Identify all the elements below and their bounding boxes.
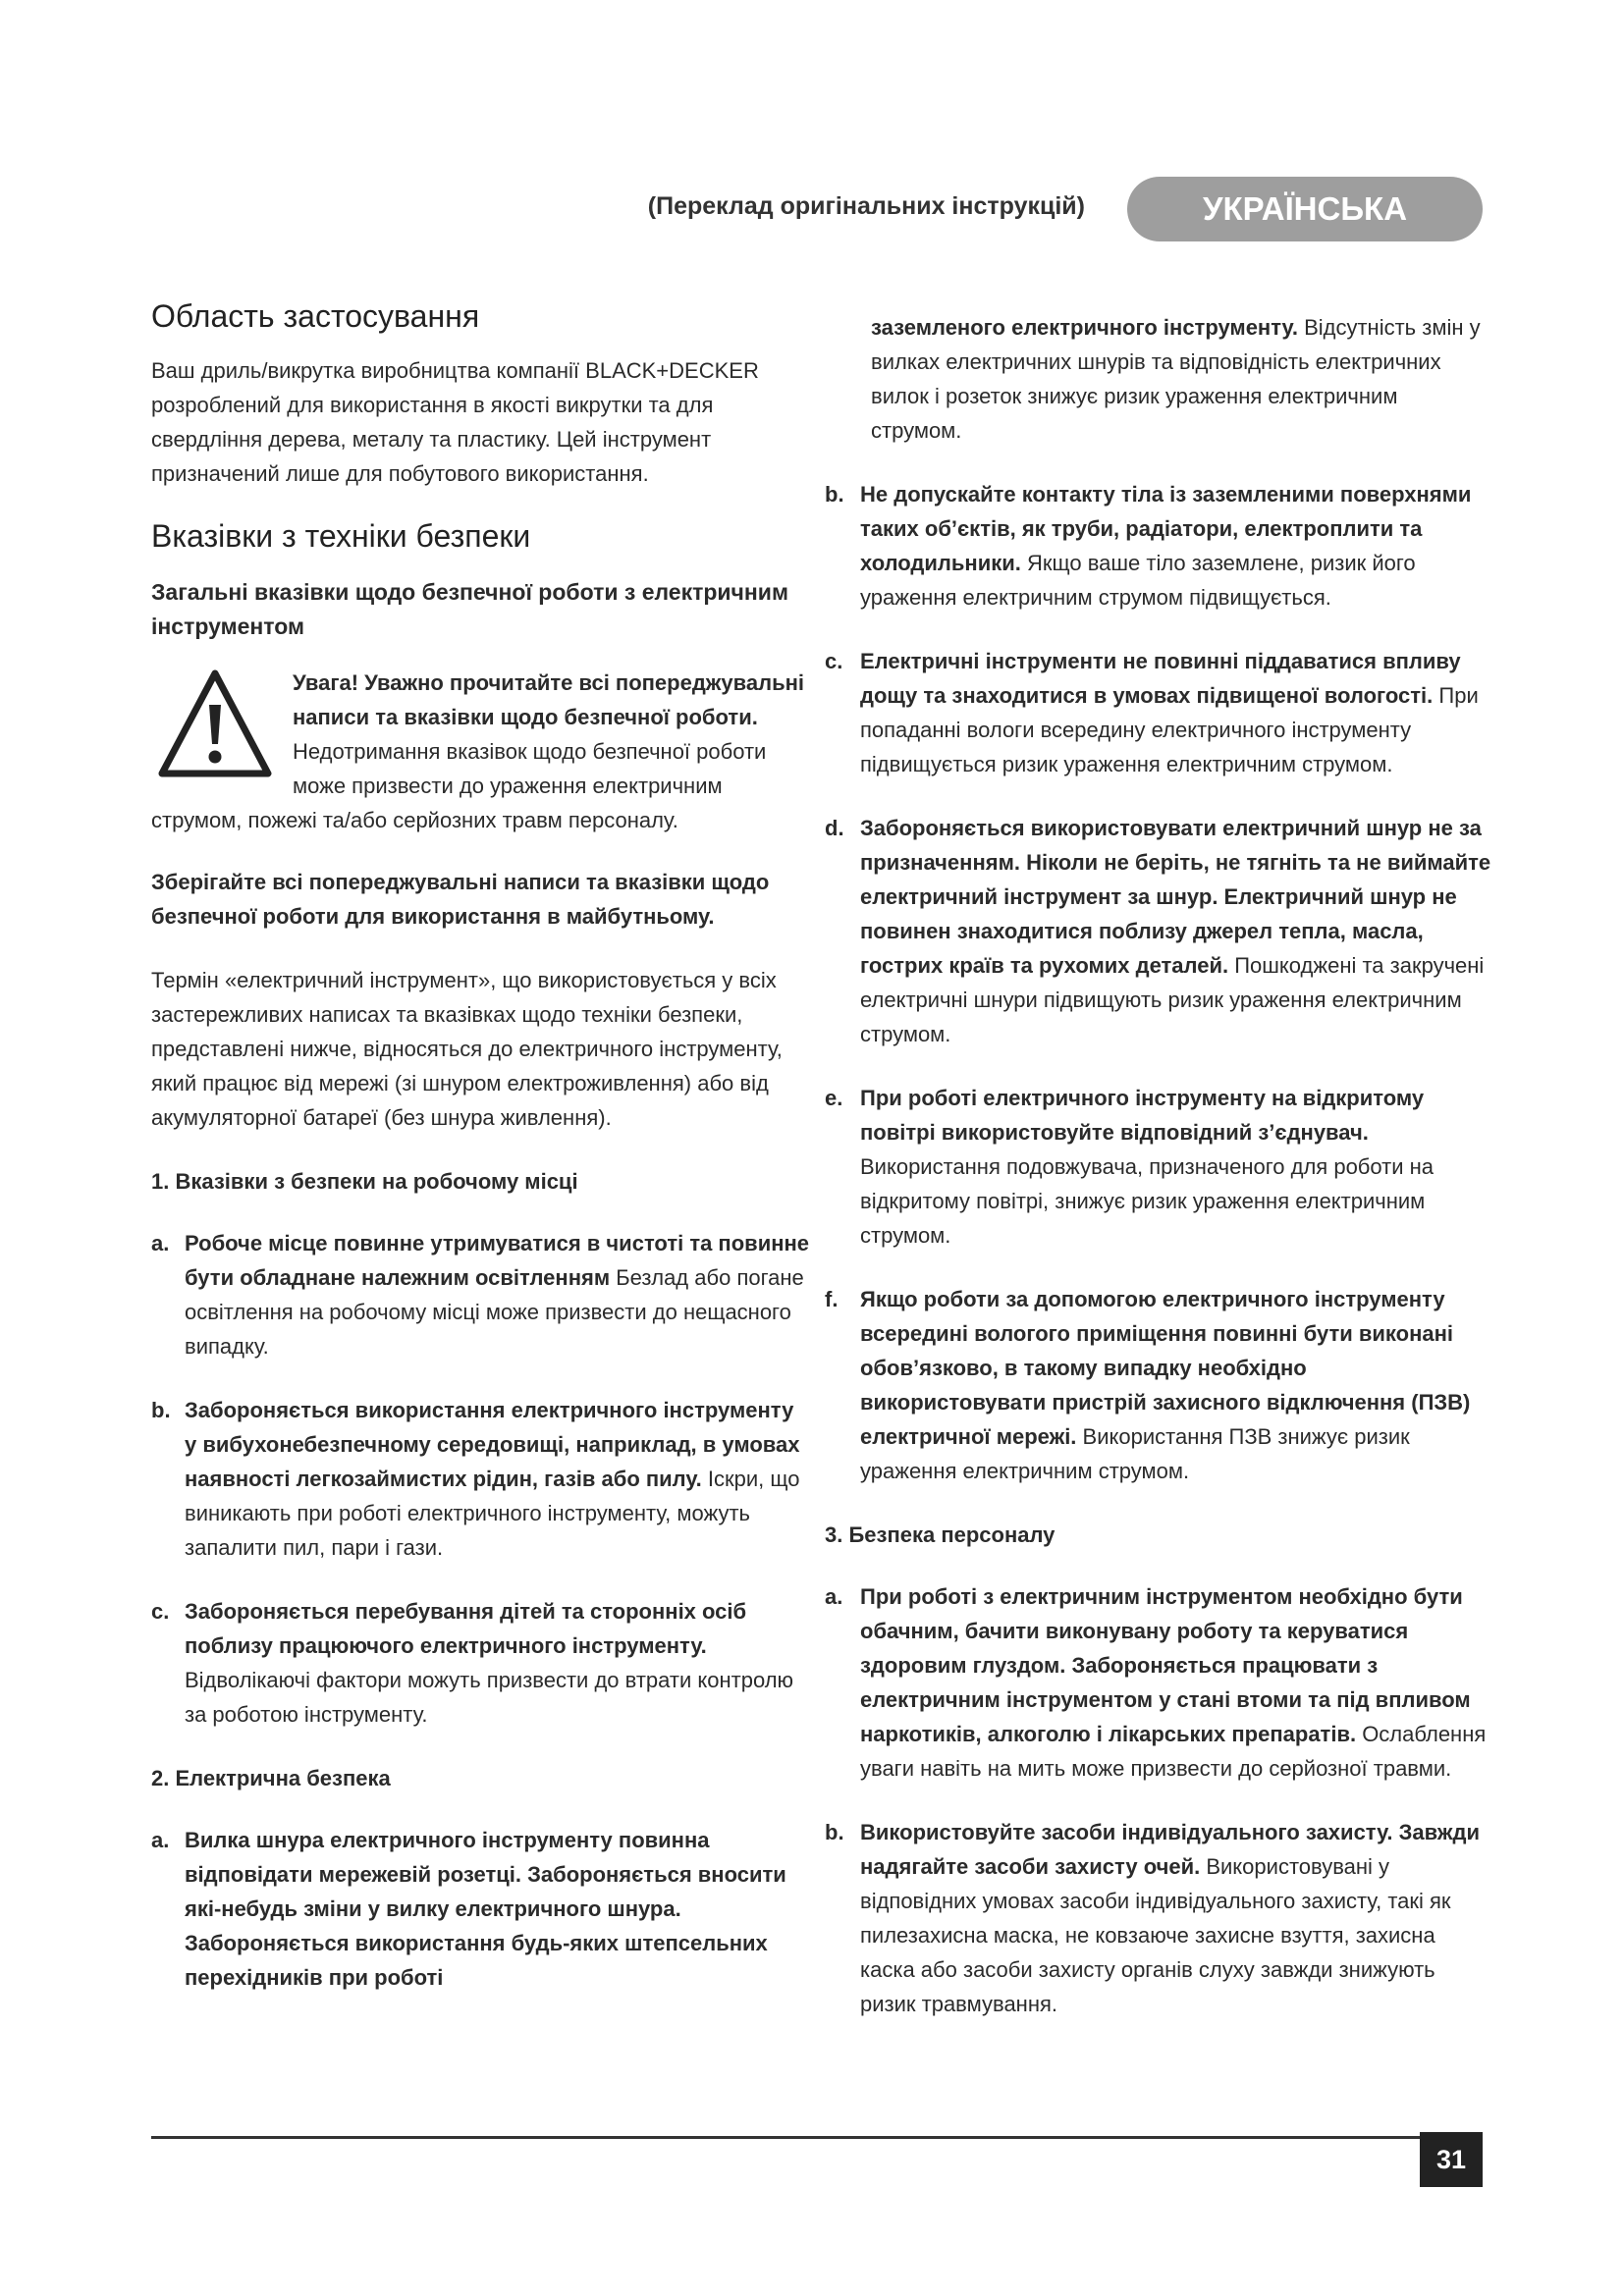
- section-3-heading: 3. Безпека персоналу: [825, 1522, 1056, 1547]
- intended-use-text: Ваш дриль/викрутка виробництва компанії BLACK+DECKER розроблений для використання в якості викрутки та для свердління дерева, металу та пластику. Цей інструмент призначений лише для побутового використання.: [151, 358, 759, 486]
- warning-block: [151, 666, 811, 837]
- list-item: f. Якщо роботи за допомогою електричного інструменту всередині вологого приміщення повинні бути виконані обов’язково, в такому випадку необхідно використовувати пристрій захисного відключення (ПЗВ) електричної мережі. Використання ПЗВ знижує ризик ураження електричним струмом.: [825, 1287, 1471, 1483]
- intended-use-heading: Область застосування: [151, 298, 480, 334]
- language-label: УКРАЇНСЬКА: [1202, 190, 1408, 227]
- footer-divider: [151, 2136, 1420, 2139]
- keep-instructions-text: Зберігайте всі попереджувальні написи та вказівки щодо безпечної роботи для використання в майбутньому.: [151, 870, 770, 929]
- list-item: b. Використовуйте засоби індивідуального захисту. Завжди надягайте засоби захисту очей. Використовувані у відповідних умовах засоби індивідуального захисту, такі як пилезахисна маска, не ковзаюче захисне взуття, захисна каска або засоби захисту органів слуху завжди знижують ризик травмування.: [825, 1820, 1480, 2016]
- left-column: [151, 294, 811, 2024]
- section-2-heading: 2. Електрична безпека: [151, 1766, 391, 1790]
- list-item: d. Забороняється використовувати електричний шнур не за призначенням. Ніколи не беріть, не тягніть та не виймайте електричний інструмент за шнур. Електричний шнур не повинен знаходитися поблизу джерел тепла, масла, гострих країв та рухомих деталей. Пошкоджені та закручені електричні шнури підвищують ризик ураження електричним струмом.: [825, 816, 1491, 1046]
- list-item: c. Електричні інструменти не повинні піддаватися впливу дощу та знаходитися в умовах підвищеної вологості. При попаданні вологи всередину електричного інструменту підвищується ризик ураження електричним струмом.: [825, 649, 1479, 776]
- warning-triangle-icon: [155, 666, 275, 781]
- language-tab: [1127, 177, 1483, 241]
- translation-note: (Переклад оригінальних інструкцій): [647, 192, 1085, 220]
- power-tool-term-text: Термін «електричний інструмент», що використовується у всіх застережливих написах та вказівках щодо техніки безпеки, представлені нижче, відносяться до електричного інструменту, який працює від мережі (зі шнуром електроживлення) або від акумуляторної батареї (без шнура живлення).: [151, 968, 783, 1130]
- warning-text: Увага! Уважно прочитайте всі попереджувальні написи та вказівки щодо безпечної роботи. Недотримання вказівок щодо безпечної роботи може призвести до ураження електричним струмом, пожежі та/або серйозних травм персоналу.: [151, 670, 805, 832]
- safety-heading: Вказівки з техніки безпеки: [151, 518, 531, 554]
- list-item: a. При роботі з електричним інструментом необхідно бути обачним, бачити виконувану роботу та керуватися здоровим глуздом. Забороняється працювати з електричним інструментом у стані втоми та під впливом наркотиків, алкоголю і лікарських препаратів. Ослаблення уваги навіть на мить може призвести до серйозної травми.: [825, 1584, 1487, 1781]
- list-item: a. Вилка шнура електричного інструменту повинна відповідати мережевій розетці. Забороняється вносити які-небудь зміни у вилку електричного шнура. Забороняється використання будь-яких штепсельних перехідників при роботі: [151, 1828, 786, 1990]
- list-item: a. Робоче місце повинне утримуватися в чистоті та повинне бути обладнане належним освітленням Безлад або погане освітлення на робочому місці може призвести до нещасного випадку.: [151, 1231, 810, 1359]
- continued-item-text: заземленого електричного інструменту. Відсутність змін у вилках електричних шнурів та відповідність електричних вилок і розеток знижує ризик ураження електричним струмом.: [871, 315, 1481, 443]
- list-item: c. Забороняється перебування дітей та сторонніх осіб поблизу працюючого електричного інструменту. Відволікаючі фактори можуть призвести до втрати контролю за роботою інструменту.: [151, 1599, 794, 1727]
- list-item: b. Забороняється використання електричного інструменту у вибухонебезпечному середовищі, наприклад, в умовах наявності легкозаймистих рідин, газів або пилу. Іскри, що виникають при роботі електричного інструменту, можуть запалити пил, пари і гази.: [151, 1398, 800, 1560]
- list-item: e. При роботі електричного інструменту на відкритому повітрі використовуйте відповідний з’єднувач. Використання подовжувача, призначеного для роботи на відкритому повітрі, знижує ризик ураження електричним струмом.: [825, 1086, 1435, 1248]
- general-safety-subheading: Загальні вказівки щодо безпечної роботи з електричним інструментом: [151, 579, 788, 639]
- page-number: 31: [1435, 2144, 1467, 2174]
- page-number-badge: [1420, 2132, 1483, 2187]
- list-item: b. Не допускайте контакту тіла із заземленими поверхнями таких об’єктів, як труби, радіатори, електроплити та холодильники. Якщо ваше тіло заземлене, ризик його ураження електричним струмом підвищується.: [825, 482, 1472, 610]
- section-1-heading: 1. Вказівки з безпеки на робочому місці: [151, 1169, 578, 1194]
- right-column: [825, 310, 1492, 2051]
